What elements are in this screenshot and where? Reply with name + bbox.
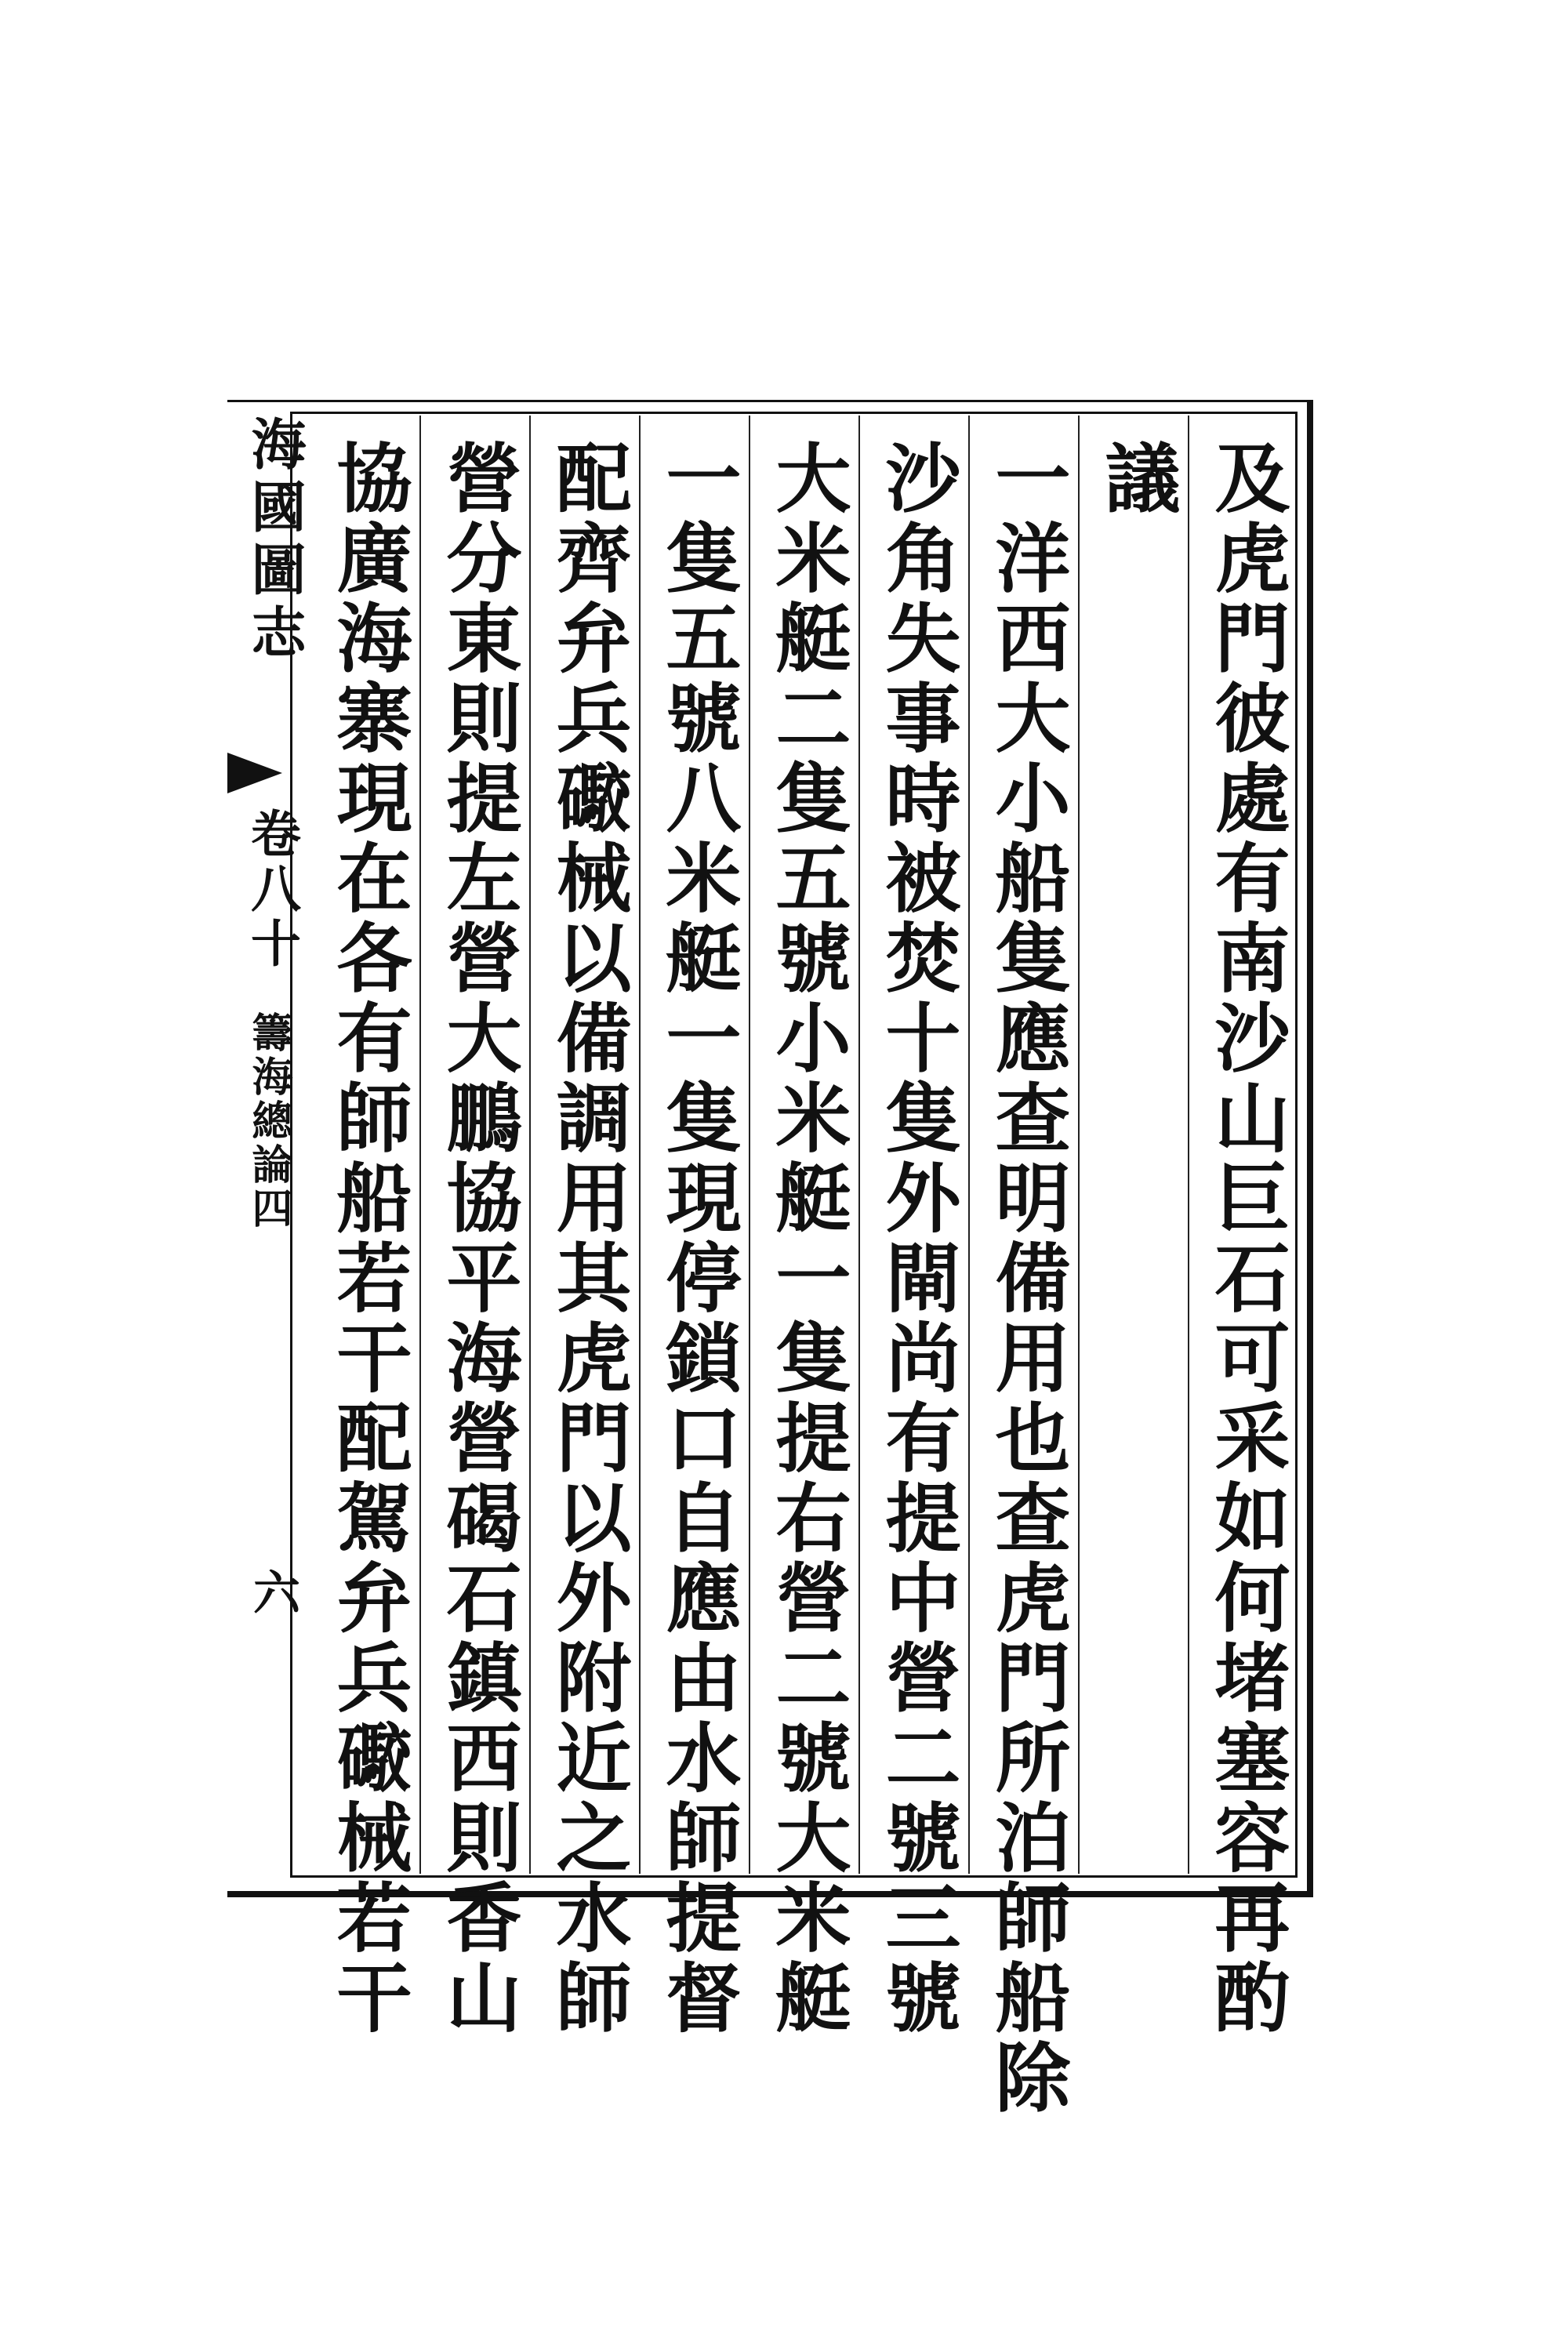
text-column: 沙角失事時被焚十隻外閘尚有提中營二號三號 [873,439,962,2038]
section-label: 籌海總論四 [245,1011,292,1231]
text-column: 大米艇二隻五號小米艇一隻提右營二號大米艇 [764,439,852,2038]
book-title: 海國圖志 [242,416,307,666]
column-rule [1188,416,1189,1874]
text-column: 議 [1093,439,1181,519]
text-column: 及虎門彼處有南沙山巨石可采如何堵塞容再酌 [1203,439,1291,2038]
text-column: 配齊弁兵礮械以備調用其虎門以外附近之水師 [544,439,633,2038]
chapter-label: 卷八十 [242,808,301,972]
fishtail-mark [227,753,282,793]
text-column: 一洋西大小船隻應查明備用也查虎門所泊師船除 [983,439,1072,2118]
page-number: 六 [245,1568,300,1615]
text-column: 協廣海寨現在各有師船若干配駕弁兵礮械若干 [325,439,413,2038]
text-column: 營分東則提左營大鵬協平海營碣石鎮西則香山 [434,439,523,2038]
text-column: 一隻五號八米艇一隻現停鎖口自應由水師提督 [654,439,742,2038]
